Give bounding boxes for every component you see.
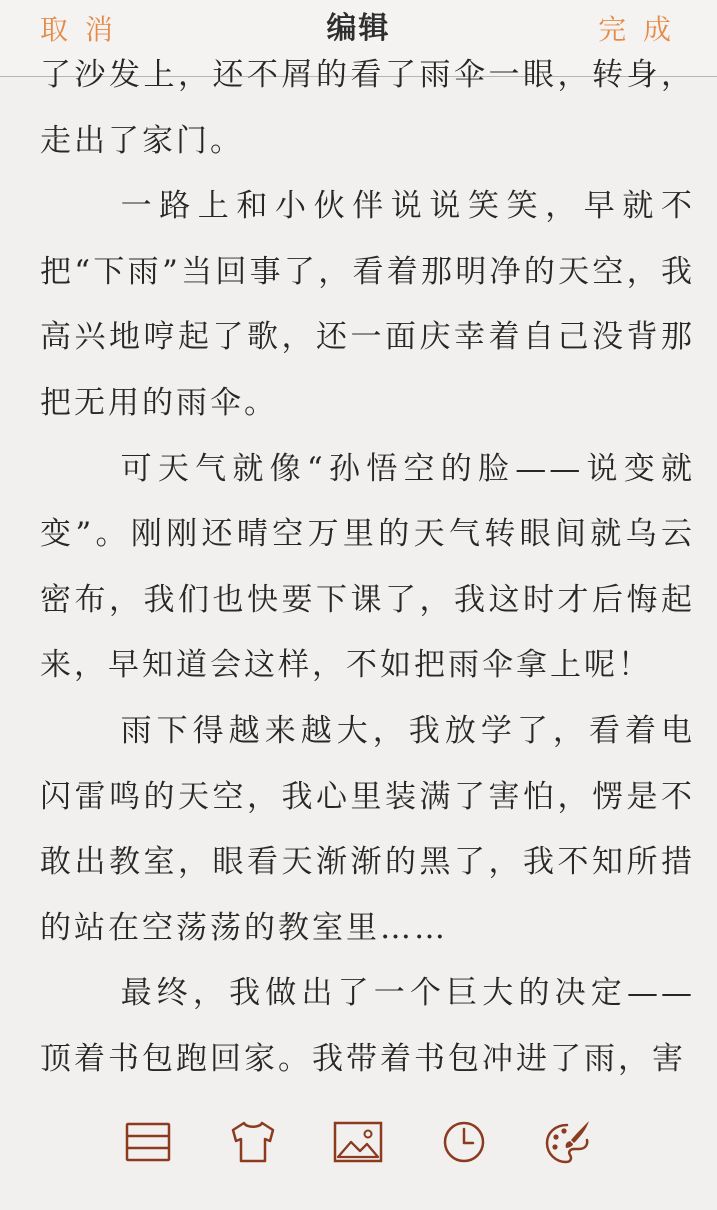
theme-button[interactable] xyxy=(227,1116,279,1168)
paragraph: 最终，我做出了一个巨大的决定——顶着书包跑回家。我带着书包冲进了雨，害 xyxy=(40,975,695,1077)
lines-icon xyxy=(122,1116,174,1168)
image-icon xyxy=(332,1116,384,1168)
bottom-toolbar xyxy=(0,1092,717,1210)
paragraph: 一路上和小伙伴说说笑笑，早就不把“下雨”当回事了，看着那明净的天空，我高兴地哼起了歌，还一面庆幸着自己没背那把无用的雨伞。 xyxy=(40,188,695,421)
palette-icon xyxy=(542,1116,594,1168)
history-button[interactable] xyxy=(438,1116,490,1168)
done-button[interactable]: 完 成 xyxy=(598,13,675,46)
palette-button[interactable] xyxy=(542,1116,594,1168)
text-editor[interactable] xyxy=(0,57,717,1092)
paragraph: 雨下得越来越大，我放学了，看着电闪雷鸣的天空，我心里装满了害怕，愣是不敢出教室，眼看天渐渐的黑了，我不知所措的站在空荡荡的教室里…… xyxy=(40,712,695,946)
clock-icon xyxy=(438,1116,490,1168)
page-title: 编辑 xyxy=(326,11,391,46)
paragraph: 了沙发上，还不屑的看了雨伞一眼，转身，走出了家门。 xyxy=(40,57,695,159)
lines-button[interactable] xyxy=(122,1116,174,1168)
paragraph: 可天气就像“孙悟空的脸——说变就变”。刚刚还晴空万里的天气转眼间就乌云密布，我们也快要下课了，我这时才后悔起来，早知道会这样，不如把雨伞拿上呢！ xyxy=(40,450,695,684)
cancel-button[interactable]: 取 消 xyxy=(40,13,117,46)
editor-text xyxy=(40,43,695,1093)
shirt-icon xyxy=(227,1116,279,1168)
insert-image-button[interactable] xyxy=(332,1116,384,1168)
